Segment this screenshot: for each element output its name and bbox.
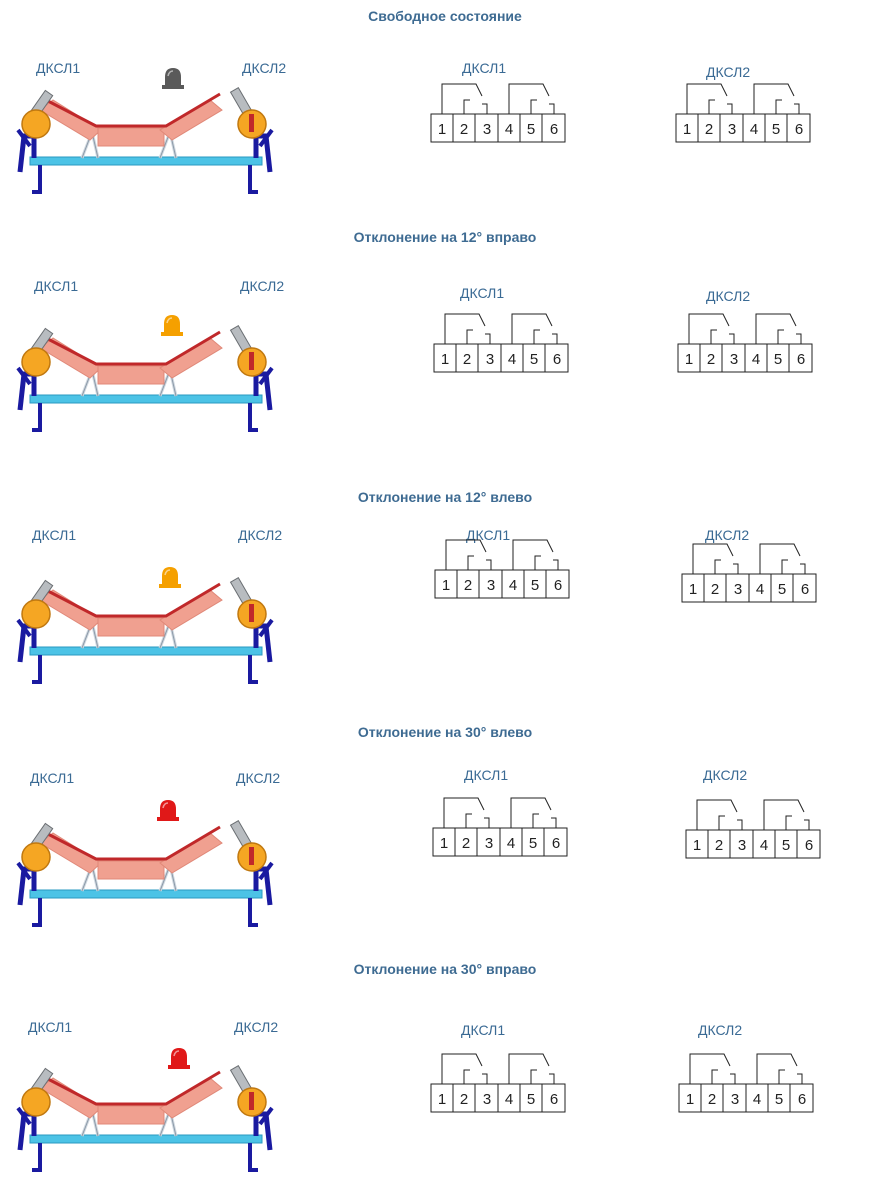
left-switch-label: ДКСЛ1	[30, 770, 75, 786]
terminal-number: 1	[440, 351, 450, 368]
section-title: Отклонение на 30° влево	[357, 724, 533, 740]
terminal-number: 4	[504, 1091, 514, 1108]
terminal-number: 3	[737, 837, 747, 854]
section-title: Отклонение на 12° влево	[357, 489, 533, 505]
terminal-number: 2	[461, 835, 471, 852]
terminal-number: 6	[551, 835, 561, 852]
terminal-number: 4	[759, 837, 769, 854]
relay-label-2: ДКСЛ2	[703, 767, 748, 783]
terminal-number: 3	[733, 581, 743, 598]
terminal-number: 1	[441, 577, 451, 594]
terminal-number: 5	[774, 1091, 784, 1108]
terminal-number: 2	[706, 351, 716, 368]
section-title: Отклонение на 12° вправо	[353, 229, 537, 245]
relay-contacts-1	[433, 304, 573, 389]
relay-label-1: ДКСЛ1	[460, 285, 505, 301]
terminal-number: 6	[797, 1091, 807, 1108]
relay-label-2: ДКСЛ2	[705, 527, 750, 543]
terminal-number: 5	[526, 1091, 536, 1108]
orange-lamp-icon	[160, 313, 184, 337]
terminal-number: 2	[710, 581, 720, 598]
right-switch-label: ДКСЛ2	[240, 278, 285, 294]
relay-contacts-1	[430, 74, 570, 159]
terminal-number: 3	[484, 835, 494, 852]
left-switch-label: ДКСЛ1	[28, 1019, 73, 1035]
terminal-number: 6	[552, 351, 562, 368]
terminal-number: 2	[704, 121, 714, 138]
relay-contacts-1	[434, 530, 574, 615]
terminal-number: 4	[752, 1091, 762, 1108]
terminal-number: 3	[727, 121, 737, 138]
relay-label-2: ДКСЛ2	[706, 288, 751, 304]
terminal-number: 4	[751, 351, 761, 368]
terminal-number: 4	[504, 121, 514, 138]
relay-contacts-2	[677, 304, 817, 389]
terminal-number: 4	[508, 577, 518, 594]
conveyor-idler-diagram	[10, 795, 280, 945]
right-switch-label: ДКСЛ2	[238, 527, 283, 543]
relay-contacts-2	[685, 790, 825, 875]
terminal-number: 1	[692, 837, 702, 854]
terminal-number: 2	[463, 577, 473, 594]
terminal-number: 5	[529, 351, 539, 368]
conveyor-idler-diagram	[10, 62, 280, 212]
right-switch-label: ДКСЛ2	[236, 770, 281, 786]
conveyor-idler-diagram	[10, 1040, 280, 1190]
terminal-number: 3	[485, 351, 495, 368]
terminal-number: 6	[794, 121, 804, 138]
right-switch-label: ДКСЛ2	[234, 1019, 279, 1035]
terminal-number: 6	[804, 837, 814, 854]
terminal-number: 3	[729, 351, 739, 368]
relay-contacts-2	[675, 74, 815, 159]
relay-label-1: ДКСЛ1	[462, 60, 507, 76]
relay-contacts-1	[430, 1044, 570, 1129]
terminal-number: 1	[439, 835, 449, 852]
terminal-number: 5	[526, 121, 536, 138]
terminal-number: 4	[506, 835, 516, 852]
left-switch-label: ДКСЛ1	[34, 278, 79, 294]
conveyor-idler-diagram	[10, 300, 280, 450]
relay-contacts-2	[681, 534, 821, 619]
terminal-number: 6	[800, 581, 810, 598]
terminal-number: 2	[459, 121, 469, 138]
relay-label-1: ДКСЛ1	[466, 527, 511, 543]
terminal-number: 5	[771, 121, 781, 138]
relay-label-2: ДКСЛ2	[698, 1022, 743, 1038]
gray-lamp-icon	[161, 66, 185, 90]
terminal-number: 1	[684, 351, 694, 368]
terminal-number: 4	[755, 581, 765, 598]
relay-label-2: ДКСЛ2	[706, 64, 751, 80]
terminal-number: 2	[707, 1091, 717, 1108]
terminal-number: 5	[528, 835, 538, 852]
terminal-number: 4	[749, 121, 759, 138]
terminal-number: 1	[682, 121, 692, 138]
terminal-number: 5	[530, 577, 540, 594]
terminal-number: 1	[685, 1091, 695, 1108]
left-switch-label: ДКСЛ1	[36, 60, 81, 76]
terminal-number: 3	[486, 577, 496, 594]
terminal-number: 2	[462, 351, 472, 368]
terminal-number: 6	[553, 577, 563, 594]
section-title: Свободное состояние	[368, 8, 522, 24]
conveyor-idler-diagram	[10, 552, 280, 702]
terminal-number: 5	[777, 581, 787, 598]
right-switch-label: ДКСЛ2	[242, 60, 287, 76]
relay-label-1: ДКСЛ1	[464, 767, 509, 783]
terminal-number: 5	[773, 351, 783, 368]
red-lamp-icon	[167, 1046, 191, 1070]
red-lamp-icon	[156, 798, 180, 822]
terminal-number: 6	[549, 1091, 559, 1108]
relay-contacts-1	[432, 788, 572, 873]
terminal-number: 3	[482, 121, 492, 138]
left-switch-label: ДКСЛ1	[32, 527, 77, 543]
relay-contacts-2	[678, 1044, 818, 1129]
section-title: Отклонение на 30° вправо	[353, 961, 537, 977]
terminal-number: 1	[688, 581, 698, 598]
orange-lamp-icon	[158, 565, 182, 589]
terminal-number: 6	[549, 121, 559, 138]
terminal-number: 1	[437, 1091, 447, 1108]
terminal-number: 6	[796, 351, 806, 368]
terminal-number: 2	[459, 1091, 469, 1108]
terminal-number: 3	[482, 1091, 492, 1108]
terminal-number: 2	[714, 837, 724, 854]
relay-label-1: ДКСЛ1	[461, 1022, 506, 1038]
terminal-number: 3	[730, 1091, 740, 1108]
terminal-number: 4	[507, 351, 517, 368]
terminal-number: 5	[781, 837, 791, 854]
terminal-number: 1	[437, 121, 447, 138]
